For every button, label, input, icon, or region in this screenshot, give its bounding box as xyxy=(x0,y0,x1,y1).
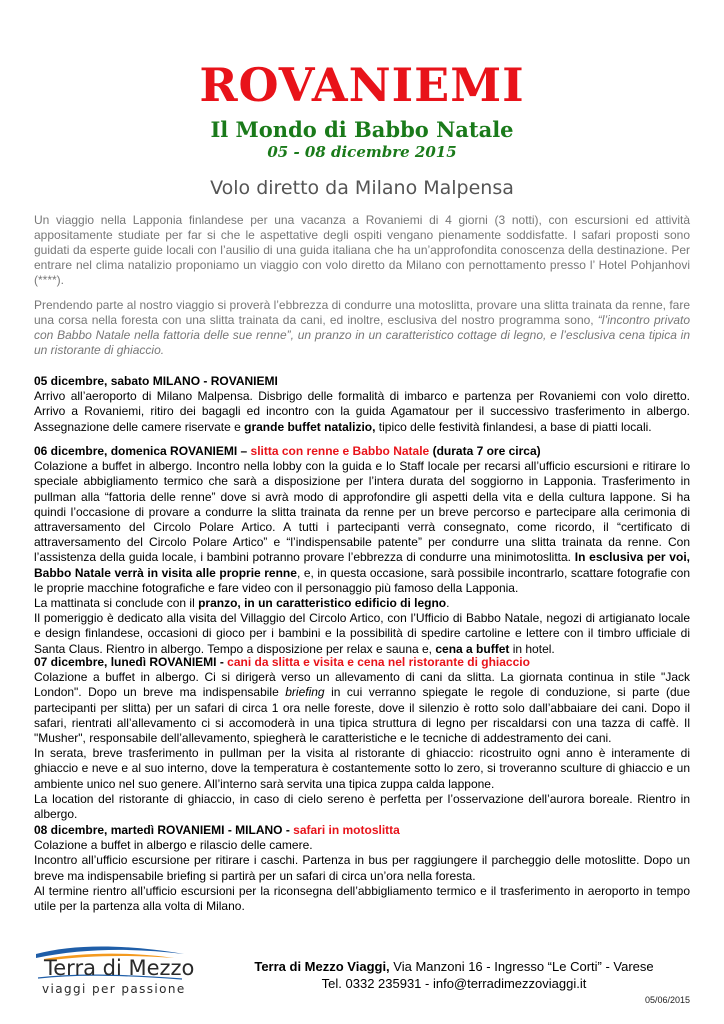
footer-contact xyxy=(218,958,690,992)
day-4-text-3: Al termine rientro all’ufficio escursioni per la riconsegna dell’abbigliamento termico e il trasferimento in aeroporto in tempo utile per la partenza alla volta di Milano. xyxy=(34,883,690,914)
day-2-text-c: La mattinata si conclude con il xyxy=(34,596,199,611)
page-subtitle: Il Mondo di Babbo Natale xyxy=(210,117,514,142)
flight-heading: Volo diretto da Milano Malpensa xyxy=(210,177,514,199)
day-1-text-a: Arrivo all’aeroporto di Milano Malpensa. Disbrigo delle formalità di imbarco e partenza per Rovaniemi con volo diretto. Arrivo a Rovaniemi, ritiro dei bagagli ed incontro con la guida Agamatour per il successivo trasferimento in albergo. Assegnazione delle camere riservate e xyxy=(34,389,690,434)
intro-paragraph-2 xyxy=(34,298,690,358)
footer-address-line xyxy=(218,958,690,975)
day-3-text-3: La location del ristorante di ghiaccio, in caso di cielo sereno è perfetta per l’osservazione dell’aurora boreale. Rientro in albergo. xyxy=(34,791,690,822)
day-1-heading: 05 dicembre, sabato MILANO - ROVANIEMI xyxy=(34,374,278,388)
day-4-section xyxy=(34,823,690,914)
day-2-bold-c: cena a buffet xyxy=(435,641,510,656)
day-4-heading-highlight: safari in motoslitta xyxy=(293,823,400,837)
day-3-text-a: Colazione a buffet in albergo. Ci si dirigerà verso un allevamento di cani da slitta. La giornata continua in stile "Jack London". Dopo un breve ma indispensabile xyxy=(34,670,690,700)
trip-dates: 05 - 08 dicembre 2015 xyxy=(267,143,457,161)
day-3-heading-a: 07 dicembre, lunedì ROVANIEMI - xyxy=(34,655,228,669)
footer-address: Via Manzoni 16 - Ingresso “Le Corti” - Varese xyxy=(389,959,654,974)
day-3-text-2: In serata, breve trasferimento in pullman per la visita al ristorante di ghiaccio: ricostruito ogni anno è interamente di ghiaccio e neve e al suo interno, dove la temperatura è costantemente sotto lo zero, si troveranno sculture di ghiaccio e un ambiente unico nel suo genere. All’interno sarà servita una tipica zuppa calda lappone. xyxy=(34,746,690,791)
intro-paragraph-2-italic: “l’incontro privato con Babbo Natale nella fattoria delle sue renne”, un pranzo in un caratteristico cottage di legno, e l’esclusiva cena tipica in un ristorante di ghiaccio. xyxy=(34,313,691,357)
day-4-heading-a: 08 dicembre, martedì ROVANIEMI - MILANO - xyxy=(34,823,294,837)
day-3-heading-highlight: cani da slitta e visita e cena nel ristorante di ghiaccio xyxy=(227,655,530,669)
day-2-text-2 xyxy=(34,596,690,611)
day-2-heading-b: (durata 7 ore circa) xyxy=(429,444,541,458)
day-2-text-f: in hotel. xyxy=(509,641,555,656)
footer-company: Terra di Mezzo Viaggi, xyxy=(254,959,390,974)
day-3-section xyxy=(34,655,690,822)
day-2-text-d: . xyxy=(446,596,450,611)
day-2-text-1 xyxy=(34,459,690,596)
page-title: ROVANIEMI xyxy=(199,58,525,112)
company-logo xyxy=(34,946,204,1006)
day-3-text-1 xyxy=(34,670,690,746)
day-3-text-b: in cui verranno spiegate le regole di conduzione, si parte (due partecipanti per slitta) per un safari di circa 1 ora nelle foreste, dove il silenzio è rotto solo dall’abbaiare dei cani. Dopo il safari, rientrati all’allevamento ci si accomoderà in una tipica struttura di legno per riscaldarsi con una tazza di caffè. Il "Musher", responsabile dell’allevamento, spiegherà le caratteristiche e le tecniche di addestramento dei cani. xyxy=(34,685,690,746)
intro-paragraph-2-text: Prendendo parte al nostro viaggio si proverà l’ebbrezza di condurre una motoslitta, provare una slitta trainata da renne, fare una corsa nella foresta con una slitta trainata da cani, ed inoltre, esclusiva del nostro programma sono, xyxy=(34,298,690,327)
footer-phone-email: Tel. 0332 235931 - info@terradimezzoviaggi.it xyxy=(321,976,587,991)
day-2-bold-b: pranzo, in un caratteristico edificio di legno xyxy=(198,596,447,611)
logo-name: Terra di Mezzo xyxy=(44,956,195,980)
day-2-section xyxy=(34,444,690,657)
day-4-text-2: Incontro all’ufficio escursione per ritirare i caschi. Partenza in bus per raggiungere il parcheggio delle motoslitte. Dopo un breve ma indispensabile briefing si partirà per un safari di circa un’ora nella foresta. xyxy=(34,853,690,883)
day-4-text-1: Colazione a buffet in albergo e rilascio delle camere. xyxy=(34,838,313,853)
day-2-text-e: Il pomeriggio è dedicato alla visita del Villaggio del Circolo Artico, con l’Ufficio di Babbo Natale, negozi di artigianato locale e design finlandese, occasioni di gioco per i bambini e la possibilità di spedire cartoline e lettere con il timbro ufficiale di Santa Claus. Rientro in albergo. Tempo a disposizione per relax e sauna e, xyxy=(34,611,690,656)
intro-paragraph-1: Un viaggio nella Lapponia finlandese per una vacanza a Rovaniemi di 4 giorni (3 notti), con escursioni ed attività appositamente studiate per far si che le aspettative degli ospiti vengano pienamente soddisfatte. I safari proposti sono guidati da esperte guide locali con l’ausilio di una guida italiana che ha un’approfondita conoscenza della destinazione. Per entrare nel clima natalizio proponiamo un viaggio con volo diretto da Milano con pernottamento presso l’ Hotel Pohjanhovi (****). xyxy=(34,213,690,287)
day-2-heading-highlight: slitta con renne e Babbo Natale xyxy=(250,444,430,458)
day-4-heading xyxy=(34,823,690,838)
logo-tagline: viaggi per passione xyxy=(42,982,186,996)
day-2-text-a: Colazione a buffet in albergo. Incontro nella lobby con la guida e lo Staff locale per recarsi all’ufficio escursioni e ritirare lo speciale abbigliamento termico che sarà a disposizione per l’intera durata del soggiorno in Lapponia. Trasferimento in pullman alla “fattoria delle renne” dove si avrà modo di approfondire gli aspetti della vita e della cultura lappone. Si ha quindi l’occasione di provare a condurre la slitta trainata da renne per un breve percorso e partecipare alla cerimonia di attraversamento del Circolo Polare Artico. A tutti i partecipanti verrà consegnato, come ricordo, il “certificato di attraversamento del Circolo Polare Artico” e “l’indispensabile patente” per condurre una slitta trainata da renne. Con l’assistenza della guida locale, i bambini potranno provare l’ebbrezza di condurre una minimotoslitta. xyxy=(34,459,690,565)
day-1-text xyxy=(34,389,690,435)
day-1-bold: grande buffet natalizio, xyxy=(244,419,376,434)
day-3-heading xyxy=(34,655,690,670)
day-2-bold-a: In esclusiva per voi, Babbo Natale verrà in visita alle proprie renne xyxy=(34,550,690,580)
document-date: 05/06/2015 xyxy=(644,995,690,1005)
day-1-text-b: tipico delle festività finlandesi, a base di piatti locali. xyxy=(375,419,652,434)
day-3-italic: briefing xyxy=(285,685,325,700)
day-1-section xyxy=(34,374,690,435)
day-2-heading-a: 06 dicembre, domenica ROVANIEMI – xyxy=(34,444,251,458)
day-2-text-b: , e, in questa occasione, sarà possibile incontrarlo, scattare fotografie con le proprie macchine fotografiche e fare video con il personaggio più famoso della Lapponia. xyxy=(34,565,690,595)
day-2-text-3 xyxy=(34,611,690,657)
day-2-heading xyxy=(34,444,690,459)
